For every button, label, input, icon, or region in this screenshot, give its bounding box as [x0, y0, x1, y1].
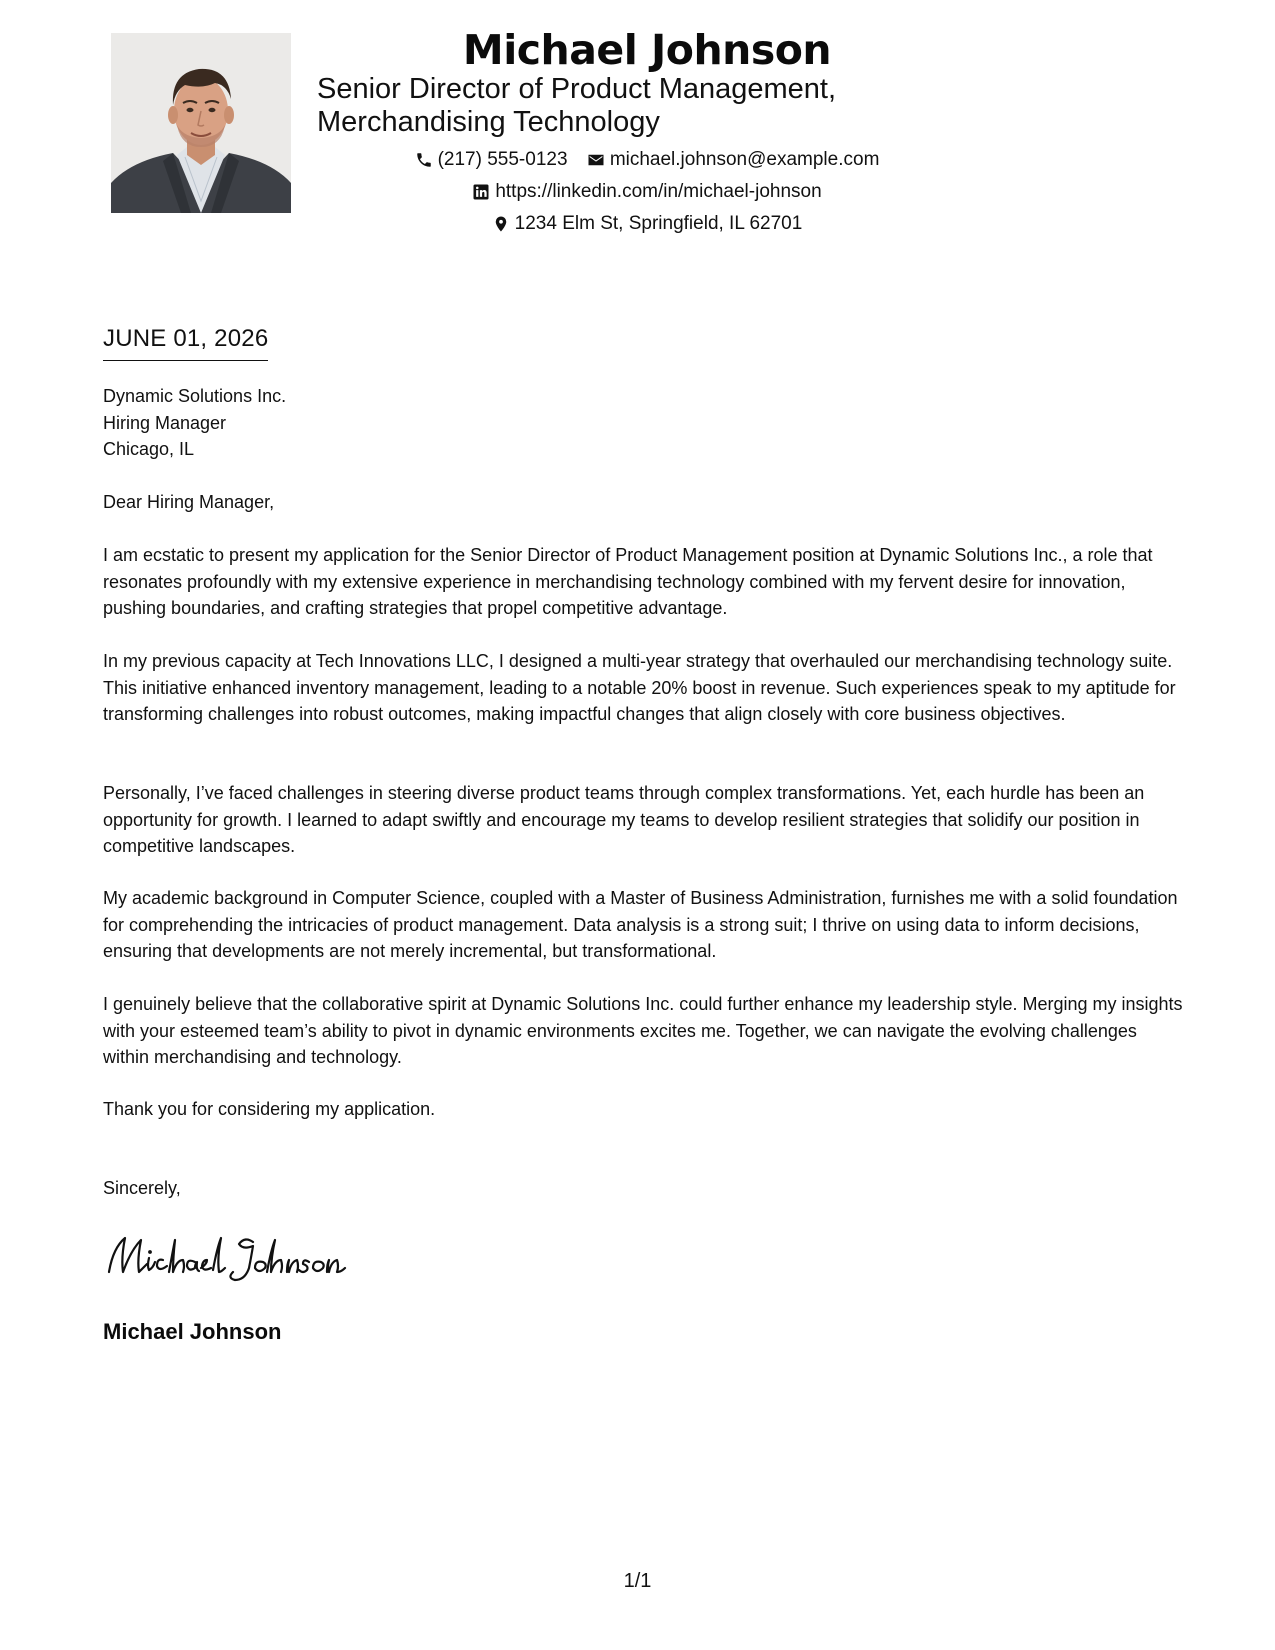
salutation: Dear Hiring Manager,: [103, 492, 275, 512]
signer-name: Michael Johnson: [103, 1319, 282, 1344]
contact-phone: [415, 148, 568, 172]
contact-address: [492, 212, 803, 236]
body-paragraph: In my previous capacity at Tech Innovations LLC, I designed a multi-year strategy that overhauled our merchandising technology suite. This initiative enhanced inventory management, leading to a notable 20% boost in revenue. Such experiences speak to my aptitude for transforming challenges into robust outcomes, making impactful changes that align closely with core business objectives.: [103, 651, 1176, 724]
map-pin-icon: [492, 215, 510, 233]
contact-linkedin: [472, 180, 821, 204]
phone-icon: [415, 151, 433, 169]
contact-line-address: [317, 212, 977, 236]
recipient-block: [103, 383, 1183, 463]
email-address[interactable]: michael.johnson@example.com: [609, 149, 880, 170]
contact-line-linkedin: [317, 180, 977, 204]
contact-email: [587, 148, 880, 172]
body-paragraph: I am ecstatic to present my application for the Senior Director of Product Management position at Dynamic Solutions Inc., a role that resonates profoundly with my extensive experience in merchandising technology combined with my fervent desire for innovation, pushing boundaries, and crafting strategies that propel competitive advantage.: [103, 545, 1153, 618]
recipient-location: Chicago, IL: [103, 439, 195, 459]
body-paragraph: Thank you for considering my application.: [103, 1099, 436, 1119]
linkedin-url[interactable]: https://linkedin.com/in/michael-johnson: [495, 181, 822, 202]
body-paragraph: Personally, I’ve faced challenges in steering diverse product teams through complex transformations. Yet, each hurdle has been an opportunity for growth. I learned to adapt swiftly and encourage my teams to develop resilient strategies that solidify our position in competitive landscapes.: [103, 783, 1145, 856]
closing: Sincerely,: [103, 1178, 181, 1198]
recipient-company: Dynamic Solutions Inc.: [103, 386, 287, 406]
handwritten-signature: [103, 1228, 373, 1288]
body-paragraph: My academic background in Computer Science, coupled with a Master of Business Administration, furnishes me with a solid foundation for comprehending the intricacies of product management. Data analysis is a strong suit; I thrive on using data to inform decisions, ensuring that developments are not merely incremental, but transformational.: [103, 888, 1178, 961]
address-text: 1234 Elm St, Springfield, IL 62701: [514, 213, 803, 234]
contact-line-phone-email: [317, 148, 977, 172]
envelope-icon: [587, 151, 605, 169]
letter-date: JUNE 01, 2026: [103, 324, 268, 361]
recipient-role: Hiring Manager: [103, 412, 227, 433]
profile-photo: [111, 33, 291, 213]
applicant-title: Senior Director of Product Management, Merchandising Technology: [317, 73, 837, 138]
page-number: 1/1: [623, 1570, 652, 1592]
applicant-name: Michael Johnson: [462, 26, 832, 74]
phone-number[interactable]: (217) 555-0123: [437, 149, 568, 170]
linkedin-icon: [472, 183, 490, 201]
body-paragraph: I genuinely believe that the collaborative spirit at Dynamic Solutions Inc. could further enhance my leadership style. Merging my insights with your esteemed team’s ability to pivot in dynamic environments excites me. Together, we can navigate the evolving challenges within merchandising and technology.: [103, 994, 1183, 1067]
